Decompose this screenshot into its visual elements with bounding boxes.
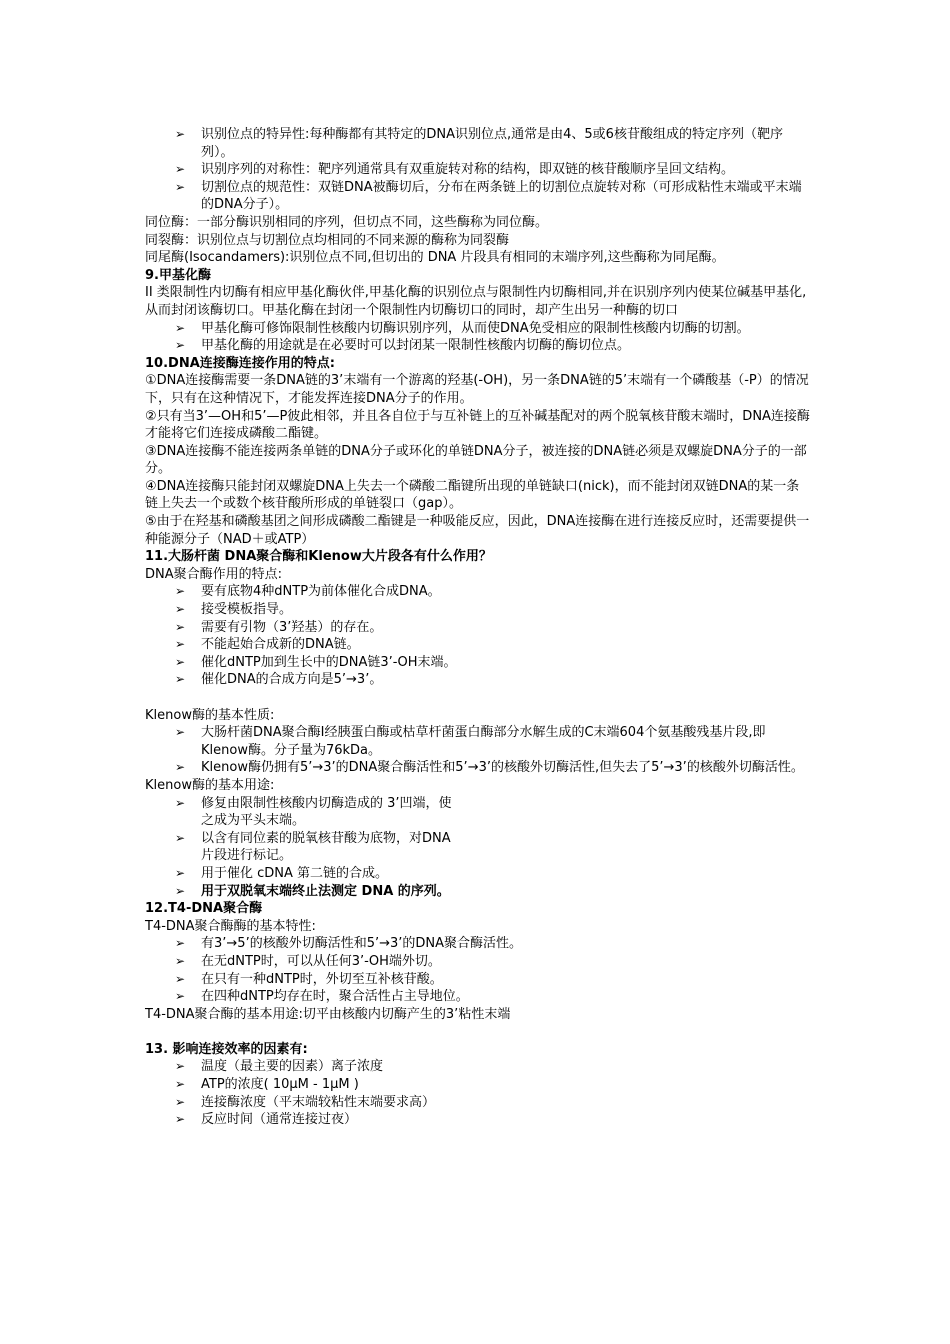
list-item: ➢ 用于双脱氧末端终止法测定 DNA 的序列。 <box>175 883 450 899</box>
numbered-item: ⑤由于在羟基和磷酸基团之间形成磷酸二酯键是一种吸能反应，因此，DNA连接酶在进行连接反应时，还需要提供一种能源分子（NAD＋或ATP） <box>145 514 810 547</box>
arrow-bullet-icon: ➢ <box>175 162 186 177</box>
list-item: ➢ 用于催化 cDNA 第二链的合成。 <box>175 865 389 881</box>
arrow-bullet-icon: ➢ <box>175 1094 186 1109</box>
arrow-bullet-icon: ➢ <box>175 795 186 810</box>
list-item: ➢ 以含有同位素的脱氧核苷酸为底物，对DNA 片段进行标记。 <box>175 830 451 864</box>
list-item: ➢ 在只有一种dNTP时，外切至互补核苷酸。 <box>175 971 443 987</box>
list-item: ➢ 催化dNTP加到生长中的DNA链3’-OH末端。 <box>175 654 457 670</box>
arrow-bullet-icon: ➢ <box>175 989 186 1004</box>
arrow-bullet-icon: ➢ <box>175 865 186 880</box>
list-item: ➢ ATP的浓度( 10μM - 1μM ) <box>175 1077 359 1093</box>
arrow-bullet-icon: ➢ <box>175 760 186 775</box>
paragraph: T4-DNA聚合酶酶的基本特性: <box>145 918 316 934</box>
list-item: ➢ 连接酶浓度（平末端较粘性末端要求高） <box>175 1094 436 1110</box>
arrow-bullet-icon: ➢ <box>175 127 186 141</box>
arrow-bullet-icon: ➢ <box>175 637 186 652</box>
arrow-bullet-icon: ➢ <box>175 883 186 898</box>
section-heading: 12.T4-DNA聚合酶 <box>145 901 263 917</box>
arrow-bullet-icon: ➢ <box>175 320 186 335</box>
arrow-bullet-icon: ➢ <box>175 338 186 353</box>
list-item: ➢ 需要有引物（3’羟基）的存在。 <box>175 619 383 635</box>
list-item: ➢ 切割位点的规范性：双链DNA被酶切后，分布在两条链上的切割位点旋转对称（可形成粘性末端或平末端的DNA分子）。 <box>175 179 802 213</box>
sec8-bullet-list <box>145 126 810 214</box>
arrow-bullet-icon: ➢ <box>175 672 186 687</box>
numbered-item: ④DNA连接酶只能封闭双螺旋DNA上失去一个磷酸二酯键所出现的单链缺口(nick)，而不能封闭双链DNA的某一条链上失去一个或数个核苷酸所形成的单链裂口（gap）。 <box>145 478 800 512</box>
list-item: ➢ 不能起始合成新的DNA链。 <box>175 637 360 653</box>
arrow-bullet-icon: ➢ <box>175 830 186 845</box>
document-page <box>145 124 810 1129</box>
arrow-bullet-icon: ➢ <box>175 971 186 986</box>
list-item: ➢ 催化DNA的合成方向是5’→3’。 <box>175 672 383 688</box>
numbered-item: ③DNA连接酶不能连接两条单链的DNA分子或环化的单链DNA分子，被连接的DNA链必须是双螺旋DNA分子的一部分。 <box>145 443 807 477</box>
paragraph: Klenow酶的基本用途: <box>145 777 275 793</box>
section-heading: 13. 影响连接效率的因素有: <box>145 1041 308 1057</box>
paragraph: DNA聚合酶作用的特点: <box>145 566 283 582</box>
paragraph: T4-DNA聚合酶的基本用途:切平由核酸内切酶产生的3’粘性末端 <box>145 1006 511 1022</box>
arrow-bullet-icon: ➢ <box>175 584 186 599</box>
arrow-bullet-icon: ➢ <box>175 179 186 194</box>
list-item: ➢ Klenow酶仍拥有5’→3’的DNA聚合酶活性和5’→3’的核酸外切酶活性,但失去了5’→3’的核酸外切酶活性。 <box>175 760 804 776</box>
arrow-bullet-icon: ➢ <box>175 1059 186 1074</box>
section-heading: 10.DNA连接酶连接作用的特点: <box>145 355 335 371</box>
neoschizomer-definition: 同裂酶：识别位点与切割位点均相同的不同来源的酶称为同裂酶 <box>145 232 510 248</box>
arrow-bullet-icon: ➢ <box>175 725 186 740</box>
isocaudamer-definition: 同尾酶(Isocandamers):识别位点不同,但切出的 DNA 片段具有相同的末端序列,这些酶称为同尾酶。 <box>145 250 725 266</box>
arrow-bullet-icon: ➢ <box>175 936 186 951</box>
paragraph: Klenow酶的基本性质: <box>145 707 275 723</box>
arrow-bullet-icon: ➢ <box>175 953 186 968</box>
list-item: ➢ 在无dNTP时，可以从任何3’-OH端外切。 <box>175 953 441 969</box>
list-item: ➢ 识别位点的特异性:每种酶都有其特定的DNA识别位点,通常是由4、5或6核苷酸组成的特定序列（靶序列）。 <box>175 127 783 160</box>
list-item: ➢ 在四种dNTP均存在时，聚合活性占主导地位。 <box>175 989 469 1005</box>
arrow-bullet-icon: ➢ <box>175 602 186 617</box>
list-item: ➢ 大肠杆菌DNA聚合酶Ⅰ经胰蛋白酶或枯草杆菌蛋白酶部分水解生成的C末端604个氨基酸残基片段,即Klenow酶。分子量为76kDa。 <box>175 725 766 758</box>
section-heading: 11.大肠杆菌 DNA聚合酶和Klenow大片段各有什么作用？ <box>145 549 492 565</box>
numbered-item: ①DNA连接酶需要一条DNA链的3’末端有一个游离的羟基(-OH)，另一条DNA链的5’末端有一个磷酸基（-P）的情况下，只有在这种情况下，才能发挥连接DNA分子的作用。 <box>145 373 809 406</box>
arrow-bullet-icon: ➢ <box>175 654 186 669</box>
list-item: ➢ 甲基化酶可修饰限制性核酸内切酶识别序列，从而使DNA免受相应的限制性核酸内切酶的切割。 <box>175 320 750 336</box>
blank-line <box>145 689 810 707</box>
list-item: ➢ 要有底物4种dNTP为前体催化合成DNA。 <box>175 584 441 600</box>
arrow-bullet-icon: ➢ <box>175 1077 186 1092</box>
numbered-item: ②只有当3’—OH和5’—P彼此相邻，并且各自位于与互补链上的互补碱基配对的两个脱氧核苷酸末端时，DNA连接酶才能将它们连接成磷酸二酯键。 <box>145 408 810 442</box>
list-item: ➢ 修复由限制性核酸内切酶造成的 3’凹端，使 之成为平头末端。 <box>175 795 452 829</box>
list-item: ➢ 温度（最主要的因素）离子浓度 <box>175 1059 384 1075</box>
arrow-bullet-icon: ➢ <box>175 619 186 634</box>
list-item: ➢ 接受模板指导。 <box>175 602 293 618</box>
arrow-bullet-icon: ➢ <box>175 1112 186 1127</box>
list-item: ➢ 反应时间（通常连接过夜） <box>175 1112 358 1128</box>
list-item: ➢ 甲基化酶的用途就是在必要时可以封闭某一限制性核酸内切酶的酶切位点。 <box>175 338 631 354</box>
list-item: ➢ 识别序列的对称性：靶序列通常具有双重旋转对称的结构，即双链的核苷酸顺序呈回文结构。 <box>175 162 735 178</box>
list-item: ➢ 有3’→5’的核酸外切酶活性和5’→3’的DNA聚合酶活性。 <box>175 936 523 952</box>
section-heading: 9.甲基化酶 <box>145 267 211 283</box>
isoschizomer-definition: 同位酶：一部分酶识别相同的序列，但切点不同，这些酶称为同位酶。 <box>145 214 549 230</box>
blank-line <box>145 1023 810 1041</box>
paragraph: II 类限制性内切酶有相应甲基化酶伙伴,甲基化酶的识别位点与限制性内切酶相同,并在识别序列内使某位碱基甲基化,从而封闭该酶切口。甲基化酶在封闭一个限制性内切酶切口的同时，却产生出另一种酶的切口 <box>145 285 807 318</box>
